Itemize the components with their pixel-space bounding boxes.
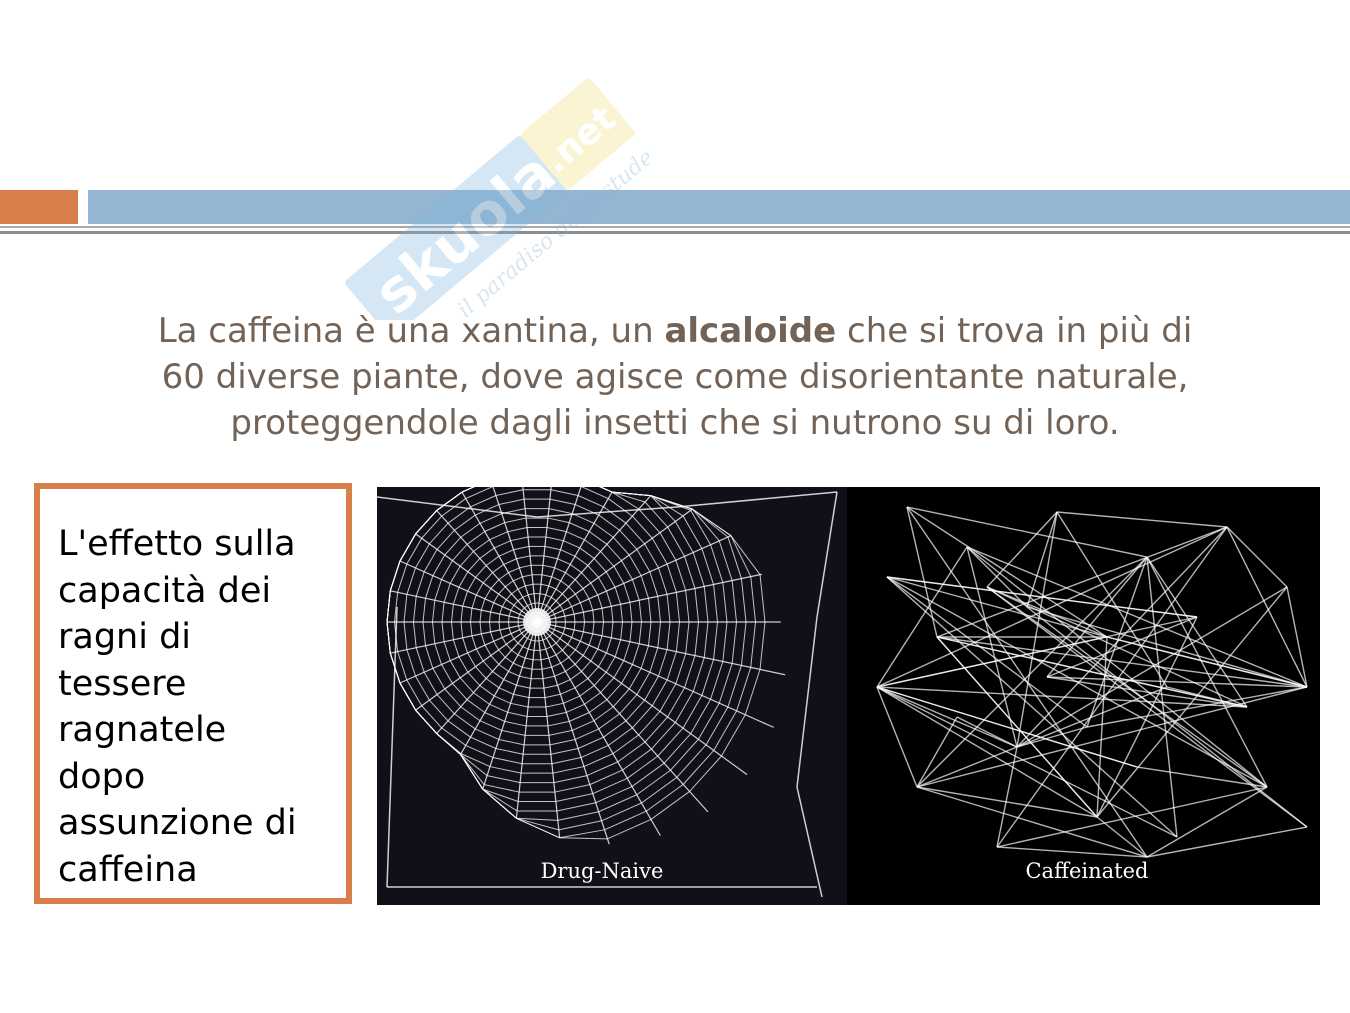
svg-text:skuola: skuola: [361, 138, 569, 320]
intro-line-1: [70, 308, 1280, 354]
caption-line: L'effetto sulla: [58, 524, 296, 564]
intro-line-1-end: che si trova in più di: [836, 311, 1193, 351]
skuola-watermark-logo: [320, 40, 650, 320]
svg-text:.net: .net: [535, 98, 624, 182]
intro-line-2: 60 diverse piante, dove agisce come disorientante naturale,: [161, 357, 1189, 397]
caffeinated-web-panel: [847, 487, 1320, 905]
drug-naive-label: Drug-Naive: [540, 859, 664, 883]
caption-line: ragnatele: [58, 710, 227, 750]
header-rule: [0, 226, 1350, 228]
intro-paragraph: [70, 308, 1280, 446]
caption-line: dopo: [58, 756, 146, 797]
intro-line-3: proteggendole dagli insetti che si nutrono su di loro.: [230, 403, 1120, 443]
header-rule-thick: [0, 231, 1350, 234]
caption-line: ragni di: [58, 617, 192, 657]
caffeinated-label: Caffeinated: [1025, 859, 1149, 883]
header-accent-blue: [88, 190, 1350, 224]
spider-web-comparison-image: [377, 487, 1320, 905]
svg-text:il paradiso dello studente: il paradiso dello studente: [453, 121, 650, 320]
header-accent-orange: [0, 190, 78, 224]
caption-box: [34, 483, 352, 904]
caption-line: caffeina: [58, 849, 198, 890]
intro-keyword-alcaloide: alcaloide: [664, 311, 837, 351]
caption-line: assunzione di: [58, 803, 297, 843]
caption-line: tessere: [58, 663, 187, 704]
caffeinated-web-graphic: [847, 487, 1320, 905]
caption-line: capacità dei: [58, 570, 272, 611]
intro-line-1-start: La caffeina è una xantina, un: [157, 311, 665, 351]
drug-naive-web-panel: [377, 487, 847, 905]
drug-naive-web-graphic: [377, 487, 847, 905]
